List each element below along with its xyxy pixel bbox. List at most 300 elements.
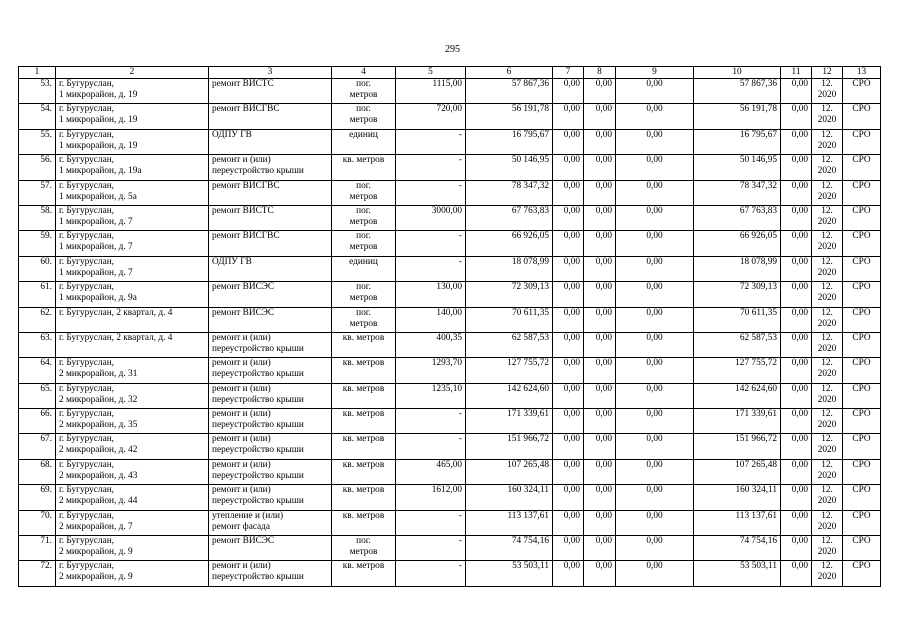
col11-cell bbox=[781, 409, 812, 434]
unit-cell bbox=[332, 282, 396, 307]
col11-cell bbox=[781, 485, 812, 510]
col11-cell-line: 0,00 bbox=[791, 383, 808, 394]
unit-cell-line: пог. bbox=[356, 231, 371, 242]
address-cell-line: 2 микрорайон, д. 32 bbox=[59, 394, 138, 405]
row-number bbox=[19, 180, 56, 205]
total-cost-cell bbox=[466, 485, 553, 510]
quantity-cell-line: - bbox=[458, 180, 462, 191]
address-cell-line: г. Бугуруслан, bbox=[59, 459, 114, 470]
column-header: 1 bbox=[19, 67, 56, 79]
col7-cell bbox=[553, 104, 584, 129]
col11-cell-line: 0,00 bbox=[791, 307, 808, 318]
table-row bbox=[19, 256, 881, 281]
unit-cell-line: единиц bbox=[349, 129, 378, 140]
address-cell-line: г. Бугуруслан, bbox=[59, 485, 114, 496]
row-number-line: 63. bbox=[40, 332, 52, 343]
term-cell bbox=[812, 332, 843, 357]
col9-cell-line: 0,00 bbox=[646, 510, 663, 521]
term-cell-line: 2020 bbox=[817, 343, 837, 354]
col7-cell-line: 0,00 bbox=[563, 332, 580, 343]
unit-cell-line: кв. метров bbox=[342, 485, 385, 496]
col8-cell bbox=[584, 282, 616, 307]
col10-cell-line: 74 754,16 bbox=[739, 536, 777, 547]
row-number bbox=[19, 104, 56, 129]
col10-cell bbox=[694, 485, 781, 510]
unit-cell bbox=[332, 155, 396, 180]
col7-cell bbox=[553, 307, 584, 332]
term-cell bbox=[812, 409, 843, 434]
quantity-cell bbox=[396, 256, 466, 281]
total-cost-cell-line: 127 755,72 bbox=[507, 358, 549, 369]
col7-cell-line: 0,00 bbox=[563, 104, 580, 115]
total-cost-cell-line: 151 966,72 bbox=[507, 434, 549, 445]
quantity-cell bbox=[396, 561, 466, 586]
quantity-cell-line: - bbox=[458, 155, 462, 166]
col8-cell bbox=[584, 79, 616, 104]
work-type-cell-line: переустройство крыши bbox=[212, 369, 304, 380]
address-cell-line: 2 микрорайон, д. 9 bbox=[59, 572, 133, 583]
unit-cell bbox=[332, 129, 396, 154]
row-number-line: 65. bbox=[40, 383, 52, 394]
column-header: 8 bbox=[584, 67, 616, 79]
term-cell-line: 12. bbox=[821, 434, 833, 445]
col10-cell bbox=[694, 180, 781, 205]
col8-cell-line: 0,00 bbox=[595, 459, 612, 470]
work-type-cell-line: ремонт и (или) bbox=[212, 459, 271, 470]
unit-cell bbox=[332, 205, 396, 230]
method-cell-line: СРО bbox=[852, 459, 871, 470]
address-cell-line: г. Бугуруслан, bbox=[59, 180, 114, 191]
method-cell bbox=[843, 79, 881, 104]
column-header: 3 bbox=[209, 67, 332, 79]
col7-cell-line: 0,00 bbox=[563, 434, 580, 445]
total-cost-cell bbox=[466, 358, 553, 383]
term-cell-line: 12. bbox=[821, 409, 833, 420]
unit-cell bbox=[332, 536, 396, 561]
term-cell-line: 2020 bbox=[817, 115, 837, 126]
col7-cell bbox=[553, 256, 584, 281]
method-cell-line: СРО bbox=[852, 358, 871, 369]
term-cell-line: 12. bbox=[821, 485, 833, 496]
col9-cell bbox=[616, 231, 694, 256]
unit-cell-line: кв. метров bbox=[342, 510, 385, 521]
work-type-cell-line: ремонт ВИСТС bbox=[212, 79, 274, 89]
quantity-cell-line: - bbox=[458, 231, 462, 242]
row-number-line: 57. bbox=[40, 180, 52, 191]
work-type-cell-line: переустройство крыши bbox=[212, 343, 304, 354]
col11-cell bbox=[781, 129, 812, 154]
col8-cell-line: 0,00 bbox=[595, 231, 612, 242]
col9-cell-line: 0,00 bbox=[646, 155, 663, 166]
unit-cell-line: метров bbox=[349, 115, 378, 126]
column-header: 11 bbox=[781, 67, 812, 79]
col10-cell-line: 62 587,53 bbox=[739, 332, 777, 343]
term-cell bbox=[812, 561, 843, 586]
method-cell bbox=[843, 434, 881, 459]
address-cell-line: 2 микрорайон, д. 42 bbox=[59, 445, 138, 456]
col11-cell-line: 0,00 bbox=[791, 104, 808, 115]
col11-cell-line: 0,00 bbox=[791, 180, 808, 191]
quantity-cell bbox=[396, 231, 466, 256]
col7-cell-line: 0,00 bbox=[563, 155, 580, 166]
col9-cell bbox=[616, 155, 694, 180]
quantity-cell-line: 140,00 bbox=[436, 307, 462, 318]
method-cell bbox=[843, 282, 881, 307]
row-number-line: 60. bbox=[40, 256, 52, 267]
col8-cell-line: 0,00 bbox=[595, 205, 612, 216]
quantity-cell bbox=[396, 129, 466, 154]
quantity-cell-line: - bbox=[458, 510, 462, 521]
address-cell bbox=[56, 485, 209, 510]
address-cell-line: г. Бугуруслан, bbox=[59, 409, 114, 420]
unit-cell-line: кв. метров bbox=[342, 409, 385, 420]
row-number bbox=[19, 205, 56, 230]
quantity-cell-line: 130,00 bbox=[436, 282, 462, 293]
address-cell bbox=[56, 383, 209, 408]
term-cell-line: 12. bbox=[821, 256, 833, 267]
col7-cell bbox=[553, 383, 584, 408]
col10-cell bbox=[694, 104, 781, 129]
method-cell-line: СРО bbox=[852, 510, 871, 521]
total-cost-cell bbox=[466, 129, 553, 154]
quantity-cell bbox=[396, 205, 466, 230]
unit-cell bbox=[332, 180, 396, 205]
row-number bbox=[19, 307, 56, 332]
work-type-cell-line: ремонт ВИСЭС bbox=[212, 282, 275, 293]
column-header: 4 bbox=[332, 67, 396, 79]
work-type-cell-line: ремонт ВИСГВС bbox=[212, 104, 280, 115]
col9-cell bbox=[616, 129, 694, 154]
col9-cell-line: 0,00 bbox=[646, 104, 663, 115]
column-header: 13 bbox=[843, 67, 881, 79]
row-number-line: 61. bbox=[40, 282, 52, 293]
col8-cell-line: 0,00 bbox=[595, 383, 612, 394]
total-cost-cell bbox=[466, 231, 553, 256]
term-cell-line: 2020 bbox=[817, 470, 837, 481]
term-cell-line: 12. bbox=[821, 510, 833, 521]
col11-cell bbox=[781, 332, 812, 357]
address-cell bbox=[56, 358, 209, 383]
work-type-cell-line: ремонт и (или) bbox=[212, 409, 271, 420]
table-row bbox=[19, 205, 881, 230]
quantity-cell bbox=[396, 536, 466, 561]
quantity-cell bbox=[396, 307, 466, 332]
unit-cell-line: единиц bbox=[349, 256, 378, 267]
col9-cell-line: 0,00 bbox=[646, 409, 663, 420]
term-cell-line: 12. bbox=[821, 155, 833, 166]
col11-cell bbox=[781, 510, 812, 535]
method-cell bbox=[843, 510, 881, 535]
address-cell-line: 1 микрорайон, д. 5а bbox=[59, 191, 137, 202]
work-type-cell bbox=[209, 180, 332, 205]
col10-cell bbox=[694, 409, 781, 434]
unit-cell-line: метров bbox=[349, 191, 378, 202]
work-type-cell-line: ремонт и (или) bbox=[212, 485, 271, 496]
address-cell-line: г. Бугуруслан, bbox=[59, 536, 114, 547]
term-cell-line: 12. bbox=[821, 536, 833, 547]
unit-cell bbox=[332, 459, 396, 484]
row-number-line: 67. bbox=[40, 434, 52, 445]
term-cell-line: 2020 bbox=[817, 394, 837, 405]
term-cell-line: 2020 bbox=[817, 191, 837, 202]
col10-cell bbox=[694, 129, 781, 154]
method-cell bbox=[843, 256, 881, 281]
term-cell-line: 12. bbox=[821, 282, 833, 293]
work-type-cell-line: ремонт и (или) bbox=[212, 332, 271, 343]
method-cell bbox=[843, 129, 881, 154]
col10-cell-line: 78 347,32 bbox=[739, 180, 777, 191]
col10-cell-line: 53 503,11 bbox=[740, 561, 777, 572]
col7-cell-line: 0,00 bbox=[563, 256, 580, 267]
term-cell-line: 2020 bbox=[817, 267, 837, 278]
total-cost-cell-line: 74 754,16 bbox=[511, 536, 549, 547]
address-cell bbox=[56, 332, 209, 357]
row-number bbox=[19, 332, 56, 357]
work-type-cell-line: ремонт и (или) bbox=[212, 383, 271, 394]
term-cell-line: 12. bbox=[821, 231, 833, 242]
address-cell bbox=[56, 205, 209, 230]
register-table bbox=[18, 66, 881, 587]
col9-cell bbox=[616, 409, 694, 434]
total-cost-cell bbox=[466, 180, 553, 205]
address-cell-line: 1 микрорайон, д. 9а bbox=[59, 293, 137, 304]
quantity-cell bbox=[396, 155, 466, 180]
address-cell-line: г. Бугуруслан, bbox=[59, 155, 114, 166]
col11-cell bbox=[781, 205, 812, 230]
col10-cell bbox=[694, 256, 781, 281]
col7-cell-line: 0,00 bbox=[563, 459, 580, 470]
total-cost-cell bbox=[466, 536, 553, 561]
col8-cell-line: 0,00 bbox=[595, 104, 612, 115]
col11-cell bbox=[781, 383, 812, 408]
unit-cell-line: кв. метров bbox=[342, 155, 385, 166]
method-cell bbox=[843, 409, 881, 434]
row-number bbox=[19, 510, 56, 535]
term-cell bbox=[812, 231, 843, 256]
address-cell bbox=[56, 409, 209, 434]
col7-cell-line: 0,00 bbox=[563, 79, 580, 89]
quantity-cell-line: - bbox=[458, 409, 462, 420]
unit-cell bbox=[332, 358, 396, 383]
col8-cell bbox=[584, 155, 616, 180]
col7-cell bbox=[553, 205, 584, 230]
work-type-cell-line: ремонт ВИСЭС bbox=[212, 307, 275, 318]
work-type-cell-line: переустройство крыши bbox=[212, 470, 304, 481]
table-row bbox=[19, 510, 881, 535]
total-cost-cell bbox=[466, 332, 553, 357]
term-cell-line: 2020 bbox=[817, 166, 837, 177]
work-type-cell-line: переустройство крыши bbox=[212, 445, 304, 456]
col7-cell bbox=[553, 358, 584, 383]
method-cell-line: СРО bbox=[852, 561, 871, 572]
address-cell bbox=[56, 256, 209, 281]
col10-cell bbox=[694, 332, 781, 357]
row-number-line: 70. bbox=[40, 510, 52, 521]
col11-cell bbox=[781, 256, 812, 281]
address-cell bbox=[56, 79, 209, 104]
unit-cell bbox=[332, 561, 396, 586]
column-header: 9 bbox=[616, 67, 694, 79]
work-type-cell bbox=[209, 79, 332, 104]
work-type-cell-line: ремонт и (или) bbox=[212, 155, 271, 166]
work-type-cell bbox=[209, 561, 332, 586]
col9-cell-line: 0,00 bbox=[646, 231, 663, 242]
col7-cell-line: 0,00 bbox=[563, 510, 580, 521]
col11-cell-line: 0,00 bbox=[791, 510, 808, 521]
address-cell-line: г. Бугуруслан, bbox=[59, 79, 114, 89]
col9-cell-line: 0,00 bbox=[646, 485, 663, 496]
term-cell-line: 2020 bbox=[817, 369, 837, 380]
quantity-cell-line: 400,35 bbox=[436, 332, 462, 343]
work-type-cell bbox=[209, 332, 332, 357]
method-cell bbox=[843, 485, 881, 510]
col7-cell-line: 0,00 bbox=[563, 561, 580, 572]
unit-cell-line: метров bbox=[349, 547, 378, 558]
col7-cell bbox=[553, 180, 584, 205]
col11-cell-line: 0,00 bbox=[791, 434, 808, 445]
quantity-cell bbox=[396, 358, 466, 383]
table-row bbox=[19, 459, 881, 484]
col8-cell bbox=[584, 358, 616, 383]
table-row bbox=[19, 485, 881, 510]
unit-cell bbox=[332, 307, 396, 332]
col10-cell-line: 160 324,11 bbox=[735, 485, 777, 496]
row-number bbox=[19, 256, 56, 281]
col8-cell-line: 0,00 bbox=[595, 409, 612, 420]
total-cost-cell-line: 18 078,99 bbox=[511, 256, 549, 267]
col8-cell bbox=[584, 459, 616, 484]
col10-cell-line: 18 078,99 bbox=[739, 256, 777, 267]
address-cell-line: г. Бугуруслан, bbox=[59, 510, 114, 521]
work-type-cell-line: переустройство крыши bbox=[212, 394, 304, 405]
method-cell bbox=[843, 205, 881, 230]
col7-cell bbox=[553, 510, 584, 535]
table-row bbox=[19, 561, 881, 586]
col7-cell-line: 0,00 bbox=[563, 205, 580, 216]
row-number bbox=[19, 383, 56, 408]
address-cell-line: 2 микрорайон, д. 35 bbox=[59, 420, 138, 431]
quantity-cell-line: - bbox=[458, 434, 462, 445]
term-cell bbox=[812, 536, 843, 561]
term-cell-line: 12. bbox=[821, 79, 833, 89]
work-type-cell-line: ремонт и (или) bbox=[212, 561, 271, 572]
address-cell-line: 1 микрорайон, д. 19а bbox=[59, 166, 142, 177]
row-number-line: 66. bbox=[40, 409, 52, 420]
col9-cell-line: 0,00 bbox=[646, 561, 663, 572]
term-cell-line: 12. bbox=[821, 129, 833, 140]
method-cell-line: СРО bbox=[852, 409, 871, 420]
col11-cell-line: 0,00 bbox=[791, 155, 808, 166]
col10-cell-line: 56 191,78 bbox=[739, 104, 777, 115]
column-header: 5 bbox=[396, 67, 466, 79]
address-cell bbox=[56, 129, 209, 154]
row-number bbox=[19, 358, 56, 383]
total-cost-cell-line: 171 339,61 bbox=[507, 409, 549, 420]
quantity-cell-line: 1293,70 bbox=[431, 358, 462, 369]
col9-cell-line: 0,00 bbox=[646, 256, 663, 267]
total-cost-cell-line: 107 265,48 bbox=[507, 459, 549, 470]
col11-cell bbox=[781, 307, 812, 332]
total-cost-cell bbox=[466, 155, 553, 180]
col11-cell bbox=[781, 536, 812, 561]
unit-cell bbox=[332, 332, 396, 357]
method-cell bbox=[843, 307, 881, 332]
col8-cell bbox=[584, 510, 616, 535]
col9-cell bbox=[616, 358, 694, 383]
row-number-line: 68. bbox=[40, 459, 52, 470]
method-cell-line: СРО bbox=[852, 256, 871, 267]
row-number bbox=[19, 561, 56, 586]
col11-cell bbox=[781, 104, 812, 129]
address-cell-line: 2 микрорайон, д. 44 bbox=[59, 496, 138, 507]
address-cell-line: г. Бугуруслан, bbox=[59, 104, 114, 115]
method-cell bbox=[843, 383, 881, 408]
col11-cell-line: 0,00 bbox=[791, 409, 808, 420]
row-number-line: 53. bbox=[40, 79, 52, 89]
row-number-line: 71. bbox=[40, 536, 52, 547]
col7-cell bbox=[553, 561, 584, 586]
total-cost-cell bbox=[466, 561, 553, 586]
term-cell-line: 2020 bbox=[817, 547, 837, 558]
work-type-cell bbox=[209, 155, 332, 180]
col8-cell bbox=[584, 485, 616, 510]
col11-cell-line: 0,00 bbox=[791, 459, 808, 470]
total-cost-cell bbox=[466, 282, 553, 307]
col9-cell bbox=[616, 485, 694, 510]
table-row bbox=[19, 332, 881, 357]
quantity-cell bbox=[396, 459, 466, 484]
col10-cell bbox=[694, 434, 781, 459]
col7-cell bbox=[553, 536, 584, 561]
address-cell bbox=[56, 536, 209, 561]
term-cell bbox=[812, 307, 843, 332]
row-number bbox=[19, 79, 56, 104]
address-cell-line: 1 микрорайон, д. 7 bbox=[59, 242, 133, 253]
total-cost-cell bbox=[466, 383, 553, 408]
term-cell bbox=[812, 104, 843, 129]
unit-cell-line: пог. bbox=[356, 536, 371, 547]
col8-cell bbox=[584, 205, 616, 230]
col7-cell-line: 0,00 bbox=[563, 307, 580, 318]
term-cell-line: 2020 bbox=[817, 420, 837, 431]
col7-cell bbox=[553, 434, 584, 459]
col11-cell-line: 0,00 bbox=[791, 79, 808, 89]
col7-cell-line: 0,00 bbox=[563, 180, 580, 191]
col10-cell-line: 50 146,95 bbox=[739, 155, 777, 166]
unit-cell-line: пог. bbox=[356, 307, 371, 318]
col9-cell bbox=[616, 307, 694, 332]
total-cost-cell-line: 57 867,36 bbox=[511, 79, 549, 89]
row-number bbox=[19, 231, 56, 256]
col8-cell-line: 0,00 bbox=[595, 358, 612, 369]
row-number-line: 62. bbox=[40, 307, 52, 318]
col8-cell-line: 0,00 bbox=[595, 307, 612, 318]
total-cost-cell bbox=[466, 459, 553, 484]
method-cell bbox=[843, 536, 881, 561]
col10-cell bbox=[694, 155, 781, 180]
work-type-cell bbox=[209, 409, 332, 434]
col10-cell bbox=[694, 307, 781, 332]
col10-cell-line: 66 926,05 bbox=[739, 231, 777, 242]
term-cell-line: 2020 bbox=[817, 216, 837, 227]
quantity-cell-line: - bbox=[458, 536, 462, 547]
method-cell-line: СРО bbox=[852, 104, 871, 115]
unit-cell-line: пог. bbox=[356, 205, 371, 216]
work-type-cell-line: ремонт и (или) bbox=[212, 434, 271, 445]
col9-cell bbox=[616, 536, 694, 561]
column-number-row bbox=[19, 67, 881, 79]
work-type-cell bbox=[209, 510, 332, 535]
